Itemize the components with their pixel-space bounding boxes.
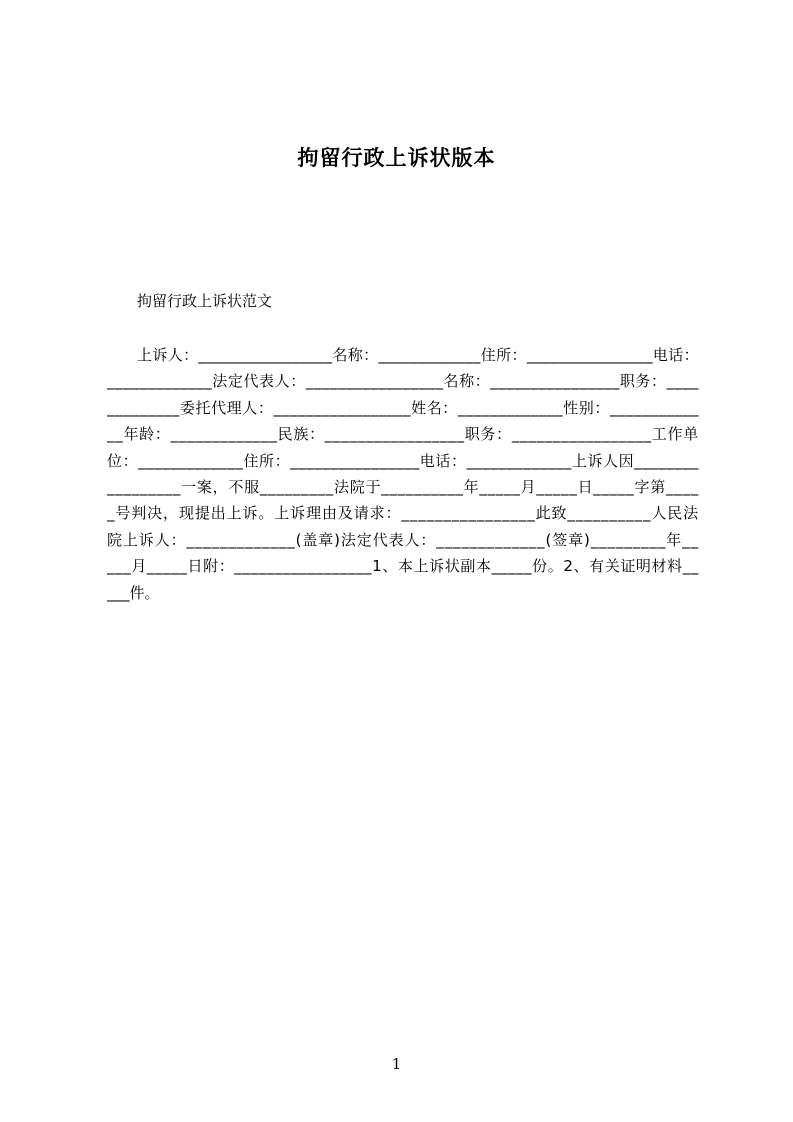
body-line: ___月_____日附：_________________1、本上诉状副本_____份。2、有关证明材料__: [107, 557, 699, 576]
body-line: _号判决，现提出上诉。上诉理由及请求：________________此致__________人民法: [107, 504, 699, 523]
body-line: __年龄：_____________民族：_________________职务：_________________工作单: [107, 425, 699, 444]
document-title: 拘留行政上诉状版本: [297, 146, 496, 170]
appeal-body: [107, 342, 699, 606]
document-subtitle: 拘留行政上诉状范文: [137, 292, 273, 310]
body-line: 位：_____________住所：________________电话：_____________上诉人因________: [107, 451, 699, 470]
body-line: 上诉人：_________________名称：_____________住所：________________电话：: [137, 346, 699, 364]
body-line: _____________法定代表人：_________________名称：________________职务：____: [107, 372, 699, 391]
body-line: ___件。: [107, 583, 160, 602]
body-line: _________委托代理人：_________________姓名：_____________性别：___________: [107, 398, 699, 417]
body-line: _________一案，不服_________法院于__________年_____月_____日_____字第____: [107, 477, 699, 496]
body-line: 院上诉人：_____________(盖章)法定代表人：_____________(签章)_________年__: [107, 530, 699, 549]
page-number: 1: [391, 1055, 402, 1073]
